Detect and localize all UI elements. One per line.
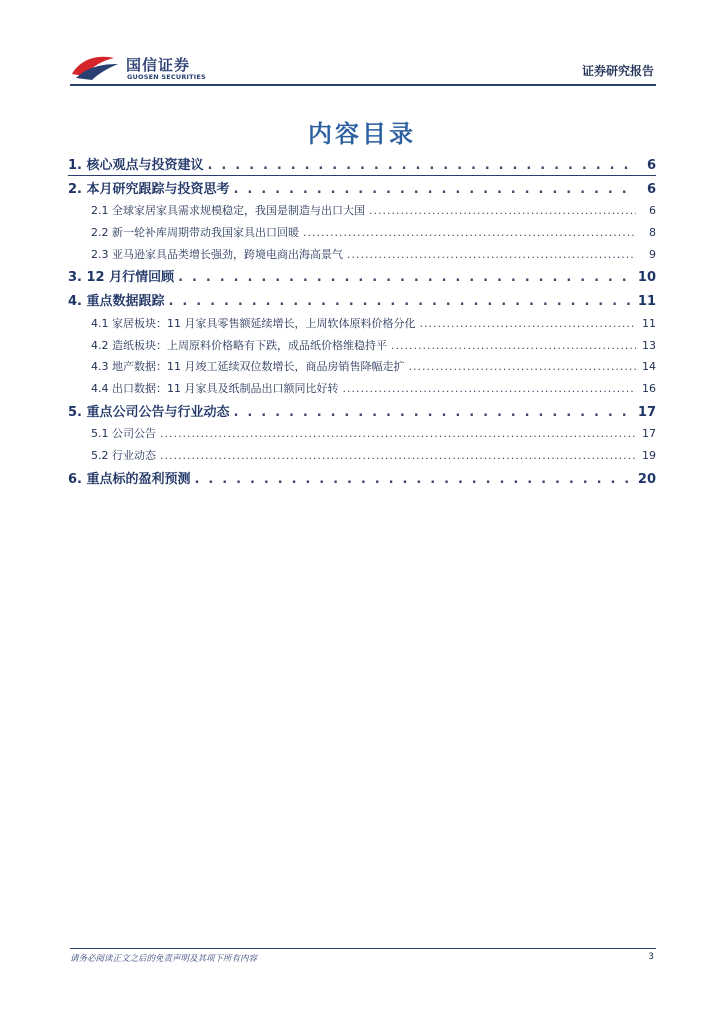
toc-entry-6[interactable] — [68, 466, 656, 490]
toc-entry-label: 6. 重点标的盈利预测 — [68, 471, 191, 487]
toc-entry-label: 2.1 全球家居家具需求规模稳定，我国是制造与出口大国 — [91, 204, 365, 218]
toc-dot-leader — [234, 405, 632, 420]
toc-entry-page: 17 — [637, 404, 656, 420]
toc-entry-5[interactable] — [68, 399, 656, 423]
toc-entry-label: 2.2 新一轮补库周期带动我国家具出口回暖 — [91, 226, 299, 240]
toc-entry-2[interactable] — [68, 176, 656, 200]
toc-entry-4-1[interactable] — [68, 312, 656, 334]
table-of-contents — [68, 152, 656, 489]
toc-dot-leader — [169, 294, 632, 309]
toc-entry-page: 20 — [637, 471, 656, 487]
toc-dot-leader — [195, 472, 632, 487]
toc-entry-page: 11 — [637, 294, 656, 310]
toc-dot-leader — [419, 317, 636, 330]
toc-entry-page: 14 — [642, 360, 656, 374]
toc-dot-leader — [208, 158, 636, 173]
toc-entry-page: 8 — [649, 226, 656, 240]
toc-entry-2-1[interactable] — [68, 199, 656, 221]
toc-entry-label: 3. 12 月行情回顾 — [68, 270, 175, 286]
toc-entry-4-2[interactable] — [68, 334, 656, 356]
toc-entry-4-4[interactable] — [68, 377, 656, 399]
toc-dot-leader — [160, 449, 636, 462]
toc-entry-label: 4.4 出口数据：11 月家具及纸制品出口额同比好转 — [91, 381, 339, 395]
toc-entry-label: 4. 重点数据跟踪 — [68, 294, 165, 310]
toc-entry-page: 6 — [646, 181, 656, 197]
toc-entry-page: 10 — [637, 270, 656, 286]
toc-entry-2-3[interactable] — [68, 243, 656, 265]
toc-entry-1[interactable] — [68, 152, 656, 176]
brand-name-en: GUOSEN SECURITIES — [127, 73, 206, 81]
footer-divider — [70, 948, 656, 949]
toc-entry-4-3[interactable] — [68, 355, 656, 377]
toc-entry-page: 16 — [642, 381, 656, 395]
toc-entry-4[interactable] — [68, 288, 656, 312]
toc-entry-page: 6 — [649, 204, 656, 218]
toc-entry-5-2[interactable] — [68, 444, 656, 466]
toc-entry-page: 13 — [642, 338, 656, 352]
toc-entry-page: 9 — [649, 247, 656, 261]
toc-dot-leader — [160, 427, 636, 440]
toc-entry-page: 6 — [646, 158, 656, 173]
footer-disclaimer: 请务必阅读正文之后的免责声明及其项下所有内容 — [70, 954, 258, 964]
toc-entry-label: 5. 重点公司公告与行业动态 — [68, 404, 230, 420]
toc-entry-label: 2. 本月研究跟踪与投资思考 — [68, 181, 230, 197]
guosen-logo-icon — [70, 52, 120, 82]
toc-entry-label: 1. 核心观点与投资建议 — [68, 158, 204, 173]
toc-entry-label: 5.1 公司公告 — [91, 427, 156, 441]
toc-dot-leader — [234, 182, 636, 197]
toc-dot-leader — [391, 339, 636, 352]
toc-entry-2-2[interactable] — [68, 221, 656, 243]
toc-dot-leader — [178, 270, 632, 285]
toc-entry-page: 11 — [642, 316, 656, 330]
toc-entry-page: 19 — [642, 448, 656, 462]
toc-entry-3[interactable] — [68, 264, 656, 288]
brand-name-cn: 国信证券 — [126, 56, 191, 74]
toc-dot-leader — [347, 248, 636, 261]
toc-entry-5-1[interactable] — [68, 422, 656, 444]
toc-dot-leader — [303, 226, 636, 239]
toc-entry-label: 4.2 造纸板块：上周原料价格略有下跌，成品纸价格维稳持平 — [91, 338, 387, 352]
toc-title: 内容目录 — [308, 120, 416, 148]
toc-entry-label: 5.2 行业动态 — [91, 448, 156, 462]
report-header — [70, 50, 656, 86]
toc-dot-leader — [369, 204, 636, 217]
toc-entry-label: 4.1 家居板块：11 月家具零售额延续增长，上周软体原料价格分化 — [91, 316, 416, 330]
document-type-label: 证券研究报告 — [581, 64, 654, 78]
toc-entry-label: 4.3 地产数据：11 月竣工延续双位数增长，商品房销售降幅走扩 — [91, 360, 405, 374]
toc-dot-leader — [408, 360, 636, 373]
toc-entry-page: 17 — [642, 427, 656, 441]
toc-dot-leader — [342, 382, 636, 395]
toc-entry-label: 2.3 亚马逊家具品类增长强劲，跨境电商出海高景气 — [91, 247, 343, 261]
page-number: 3 — [648, 952, 654, 962]
header-divider — [70, 84, 656, 86]
